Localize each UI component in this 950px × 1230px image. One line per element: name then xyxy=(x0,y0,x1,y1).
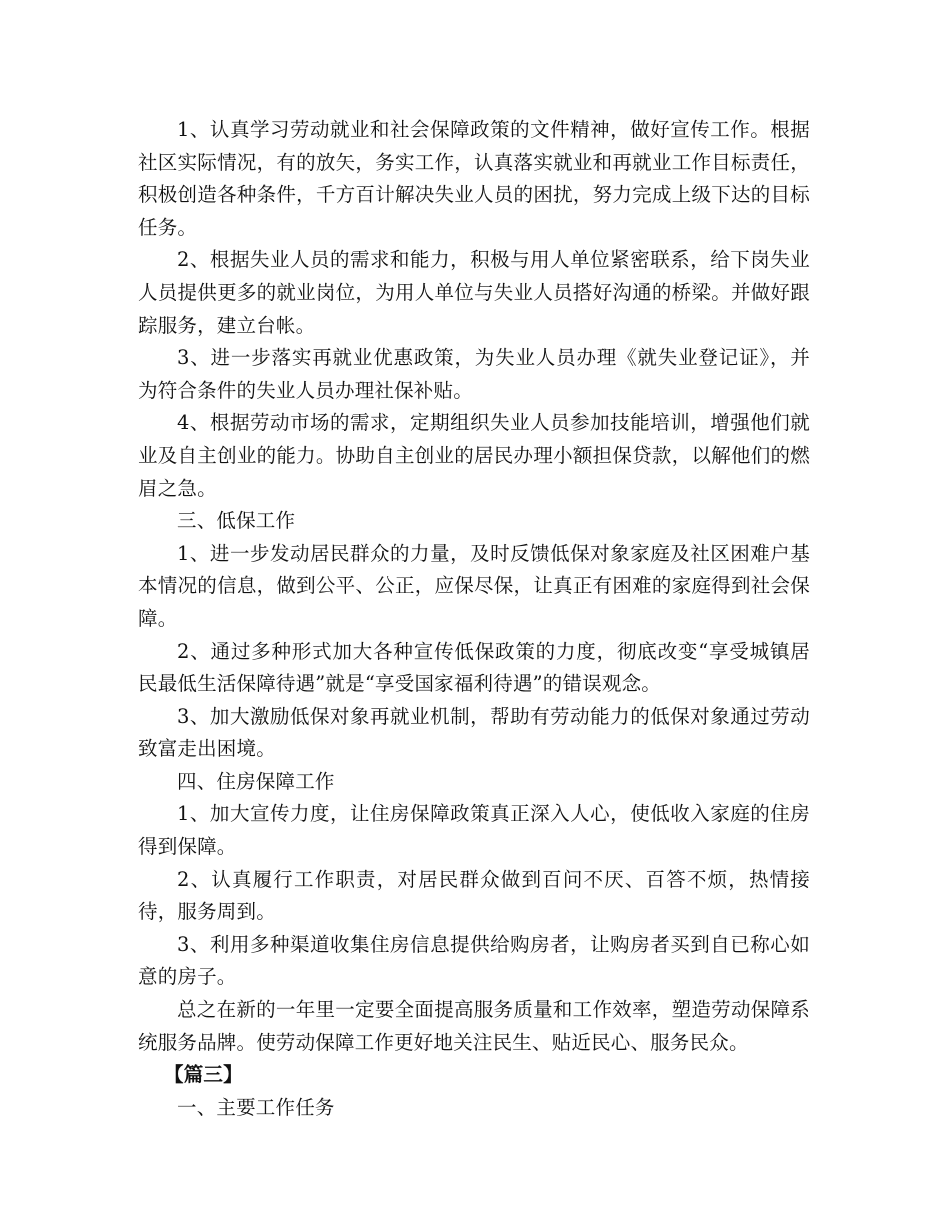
paragraph-housing-1: 1、加大宣传力度，让住房保障政策真正深入人心，使低收入家庭的住房得到保障。 xyxy=(138,802,810,859)
section-heading-housing: 四、住房保障工作 xyxy=(177,769,335,793)
paragraph-employment-2: 2、根据失业人员的需求和能力，积极与用人单位紧密联系，给下岗失业人员提供更多的就业岗位，为用人单位与失业人员搭好沟通的桥梁。并做好跟踪服务，建立台帐。 xyxy=(138,248,810,337)
paragraph-employment-4: 4、根据劳动市场的需求，定期组织失业人员参加技能培训，增强他们就业及自主创业的能力。协助自主创业的居民办理小额担保贷款，以解他们的燃眉之急。 xyxy=(138,411,810,500)
paragraph-employment-3: 3、进一步落实再就业优惠政策，为失业人员办理《就失业登记证》，并为符合条件的失业人员办理社保补贴。 xyxy=(138,346,810,402)
part-three-title: 【篇三】 xyxy=(164,1063,243,1087)
paragraph-employment-1: 1、认真学习劳动就业和社会保障政策的文件精神，做好宣传工作。根据社区实际情况，有的放矢，务实工作，认真落实就业和再就业工作目标责任，积极创造各种条件，千方百计解决失业人员的困扰，努力完成上级下达的目标任务。 xyxy=(138,118,810,239)
paragraph-housing-2: 2、认真履行工作职责，对居民群众做到百问不厌、百答不烦，热情接待，服务周到。 xyxy=(138,867,810,924)
paragraph-low-income-1: 1、进一步发动居民群众的力量，及时反馈低保对象家庭及社区困难户基本情况的信息，做到公平、公正，应保尽保，让真正有困难的家庭得到社会保障。 xyxy=(138,541,810,630)
document-body xyxy=(138,114,810,1124)
section-heading-main-tasks: 一、主要工作任务 xyxy=(177,1095,335,1119)
paragraph-summary: 总之在新的一年里一定要全面提高服务质量和工作效率，塑造劳动保障系统服务品牌。使劳动保障工作更好地关注民生、贴近民心、服务民众。 xyxy=(138,998,810,1054)
section-heading-low-income: 三、低保工作 xyxy=(177,509,296,533)
paragraph-low-income-3: 3、加大激励低保对象再就业机制，帮助有劳动能力的低保对象通过劳动致富走出困境。 xyxy=(138,704,810,761)
paragraph-low-income-2: 2、通过多种形式加大各种宣传低保政策的力度，彻底改变“享受城镇居民最低生活保障待遇”就是“享受国家福利待遇”的错误观念。 xyxy=(138,639,810,696)
paragraph-housing-3: 3、利用多种渠道收集住房信息提供给购房者，让购房者买到自已称心如意的房子。 xyxy=(138,932,810,989)
